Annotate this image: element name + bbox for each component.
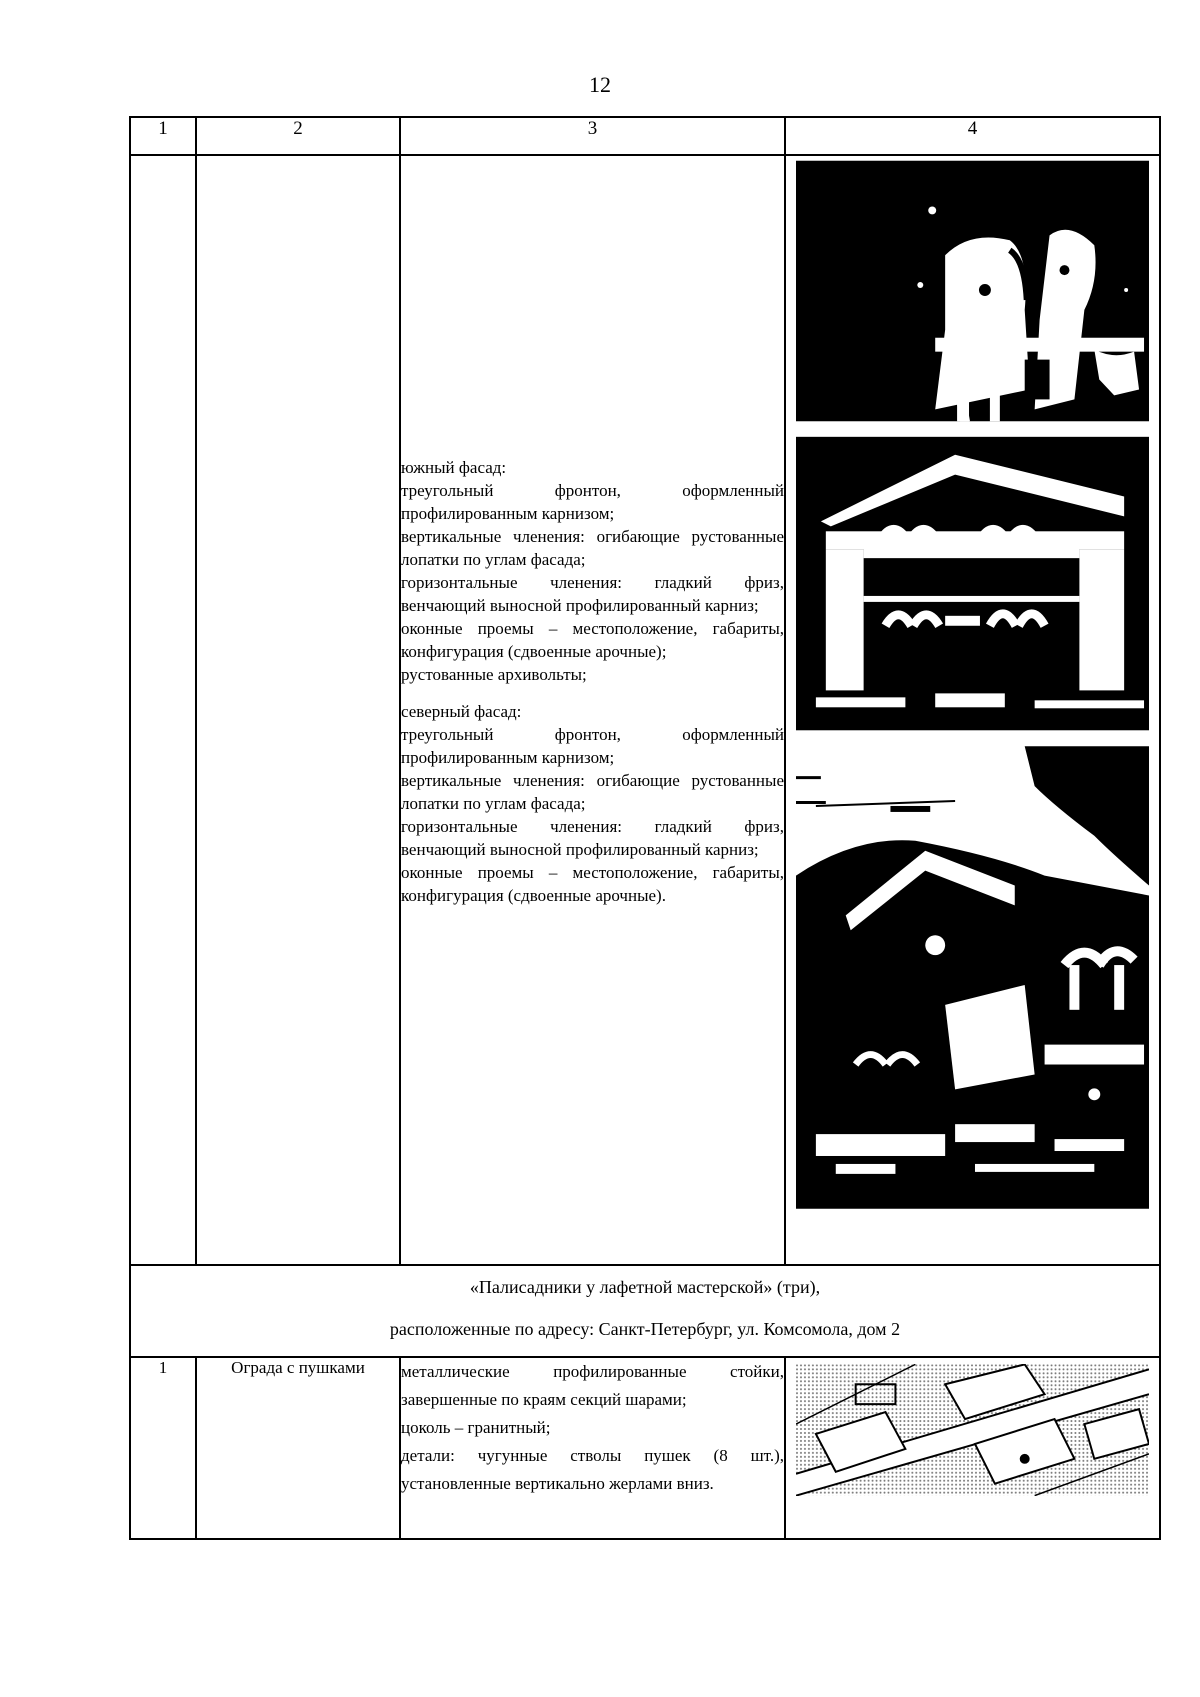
south-facade-item: вертикальные членения: огибающие рустованные лопатки по углам фасада; bbox=[401, 527, 784, 569]
row-description-item: цоколь – гранитный; bbox=[401, 1418, 551, 1437]
south-facade-item: горизонтальные членения: гладкий фриз, венчающий выносной профилированный карниз; bbox=[401, 573, 784, 615]
row-description-item: детали: чугунные стволы пушек (8 шт.), установленные вертикально жерлами вниз. bbox=[401, 1446, 784, 1493]
photo-south-facade bbox=[796, 436, 1149, 731]
row-number: 1 bbox=[130, 1357, 196, 1539]
header-col-1: 1 bbox=[130, 117, 196, 155]
row-description-item: металлические профилированные стойки, завершенные по краям секций шарами; bbox=[401, 1362, 784, 1409]
table-row-continued bbox=[130, 155, 1160, 1265]
cell-empty-name bbox=[196, 155, 400, 1265]
north-facade-heading: северный фасад: bbox=[401, 702, 522, 721]
south-facade-item: рустованные архивольты; bbox=[401, 665, 587, 684]
north-facade-item: вертикальные членения: огибающие рустованные лопатки по углам фасада; bbox=[401, 771, 784, 813]
north-facade-item: горизонтальные членения: гладкий фриз, венчающий выносной профилированный карниз; bbox=[401, 817, 784, 859]
photo-rooftop bbox=[796, 160, 1149, 422]
section-title-line-2: расположенные по адресу: Санкт-Петербург, ул. Комсомола, дом 2 bbox=[389, 1319, 901, 1339]
section-row bbox=[130, 1265, 1160, 1357]
page-number: 12 bbox=[589, 72, 611, 97]
north-facade-item: оконные проемы – местоположение, габариты, конфигурация (сдвоенные арочные). bbox=[401, 863, 784, 905]
cell-map bbox=[785, 1357, 1160, 1539]
south-facade-item: оконные проемы – местоположение, габариты, конфигурация (сдвоенные арочные); bbox=[401, 619, 784, 661]
section-title-line-1: «Палисадники у лафетной мастерской» (три), bbox=[469, 1277, 821, 1297]
monument-table bbox=[129, 116, 1161, 1540]
row-description bbox=[400, 1357, 785, 1539]
table-row bbox=[130, 1357, 1160, 1539]
photo-north-facade bbox=[796, 745, 1149, 1210]
cell-empty-num bbox=[130, 155, 196, 1265]
table-header-row bbox=[130, 117, 1160, 155]
site-map-image bbox=[796, 1364, 1149, 1496]
section-title-cell bbox=[130, 1265, 1160, 1357]
cell-photos bbox=[785, 155, 1160, 1265]
row-object-name: Ограда с пушками bbox=[196, 1357, 400, 1539]
header-col-2: 2 bbox=[196, 117, 400, 155]
cell-facade-description bbox=[400, 155, 785, 1265]
south-facade-heading: южный фасад: bbox=[401, 458, 507, 477]
header-col-4: 4 bbox=[785, 117, 1160, 155]
north-facade-item: треугольный фронтон, оформленный профилированным карнизом; bbox=[401, 725, 784, 767]
header-col-3: 3 bbox=[400, 117, 785, 155]
south-facade-item: треугольный фронтон, оформленный профилированным карнизом; bbox=[401, 481, 784, 523]
